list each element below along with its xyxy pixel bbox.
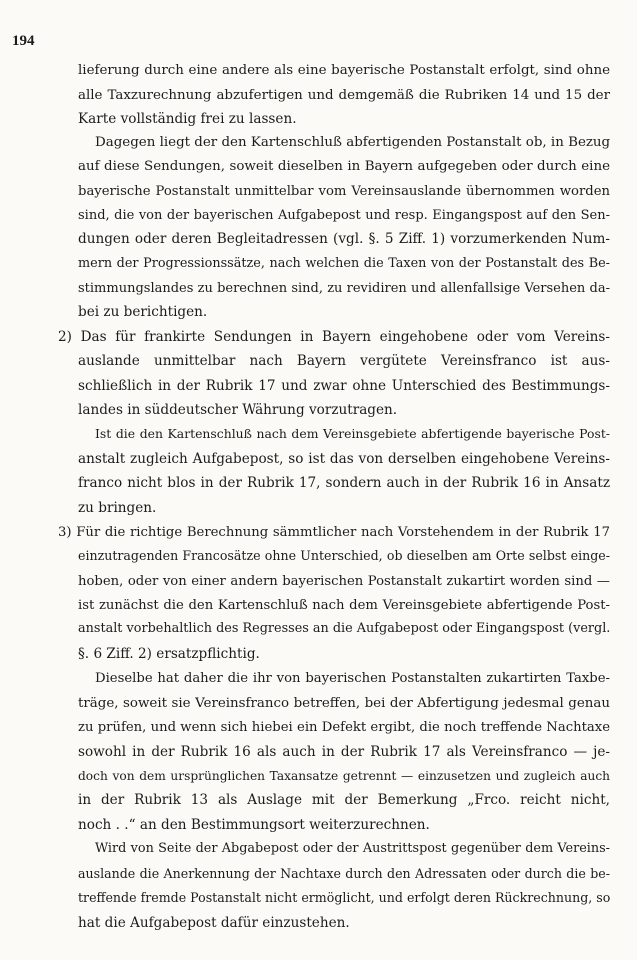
text-line: auslande unmittelbar nach Bayern vergütete Vereinsfranco ist aus- <box>78 353 610 369</box>
text-line: 3) Für die richtige Berechnung sämmtlicher nach Vorstehendem in der Rubrik 17 <box>58 525 610 540</box>
text-line: mern der Progressionssätze, nach welchen die Taxen von der Postanstalt des Be- <box>78 256 610 271</box>
text-line: doch von dem ursprünglichen Taxansatze getrennt — einzusetzen und zugleich auch <box>78 769 610 783</box>
text-line: auslande die Anerkennung der Nachtaxe durch den Adressaten oder durch die be- <box>78 866 610 881</box>
text-line: sind, die von der bayerischen Aufgabepost und resp. Eingangspost auf den Sen- <box>78 208 610 223</box>
text-line: Wird von Seite der Abgabepost oder der Austrittspost gegenüber dem Vereins- <box>95 841 610 856</box>
text-line: zu prüfen, und wenn sich hiebei ein Defekt ergibt, die noch treffende Nachtaxe <box>78 720 610 735</box>
text-line: auf diese Sendungen, soweit dieselben in Bayern aufgegeben oder durch eine <box>78 159 610 174</box>
text-line: dungen oder deren Begleitadressen (vgl. §. 5 Ziff. 1) vorzumerkenden Num- <box>78 231 610 247</box>
text-line: Karte vollständig frei zu lassen. <box>78 111 297 127</box>
text-line: alle Taxzurechnung abzufertigen und demgemäß die Rubriken 14 und 15 der <box>78 88 610 103</box>
text-line: §. 6 Ziff. 2) ersatzpflichtig. <box>78 646 260 662</box>
text-line: hat die Aufgabepost dafür einzustehen. <box>78 915 350 931</box>
text-line: bayerische Postanstalt unmittelbar vom Vereinsauslande übernommen worden <box>78 184 610 199</box>
text-line: franco nicht blos in der Rubrik 17, sondern auch in der Rubrik 16 in Ansatz <box>78 475 610 491</box>
text-line: Ist die den Kartenschluß nach dem Vereinsgebiete abfertigende bayerische Post- <box>95 426 610 441</box>
text-line: treffende fremde Postanstalt nicht ermöglicht, und erfolgt deren Rückrechnung, so <box>78 890 611 905</box>
text-line: bei zu berichtigen. <box>78 304 208 320</box>
text-line: Dieselbe hat daher die ihr von bayerischen Postanstalten zukartirten Taxbe- <box>95 671 610 686</box>
text-line: in der Rubrik 13 als Auslage mit der Bemerkung „Frco. reicht nicht, <box>78 792 610 808</box>
text-line: noch . .“ an den Bestimmungsort weiterzurechnen. <box>78 817 430 833</box>
text-line: schließlich in der Rubrik 17 und zwar ohne Unterschied des Bestimmungs- <box>78 378 610 394</box>
text-line: lieferung durch eine andere als eine bayerische Postanstalt erfolgt, sind ohne <box>78 63 610 78</box>
text-line: stimmungslandes zu berechnen sind, zu revidiren und allenfallsige Versehen da- <box>78 281 610 296</box>
text-line: zu bringen. <box>78 500 157 516</box>
text-line: sowohl in der Rubrik 16 als auch in der Rubrik 17 als Vereinsfranco — je- <box>78 744 610 760</box>
text-line: anstalt vorbehaltlich des Regresses an die Aufgabepost oder Eingangspost (vergl. <box>78 621 611 636</box>
text-line: 2) Das für frankirte Sendungen in Bayern eingehobene oder vom Vereins- <box>58 329 610 345</box>
text-line: Dagegen liegt der den Kartenschluß abfertigenden Postanstalt ob, in Bezug <box>95 135 611 150</box>
text-line: einzutragenden Francosätze ohne Unterschied, ob dieselben am Orte selbst einge- <box>78 548 610 563</box>
text-line: ist zunächst die den Kartenschluß nach dem Vereinsgebiete abfertigende Post- <box>78 598 610 613</box>
text-line: träge, soweit sie Vereinsfranco betreffen, bei der Abfertigung jedesmal genau <box>78 696 610 711</box>
text-line: hoben, oder von einer andern bayerischen Postanstalt zukartirt worden sind — <box>78 574 610 589</box>
text-line: landes in süddeutscher Währung vorzutragen. <box>78 402 398 418</box>
page-number: 194 <box>12 33 35 49</box>
text-line: anstalt zugleich Aufgabepost, so ist das von derselben eingehobene Vereins- <box>78 451 610 467</box>
